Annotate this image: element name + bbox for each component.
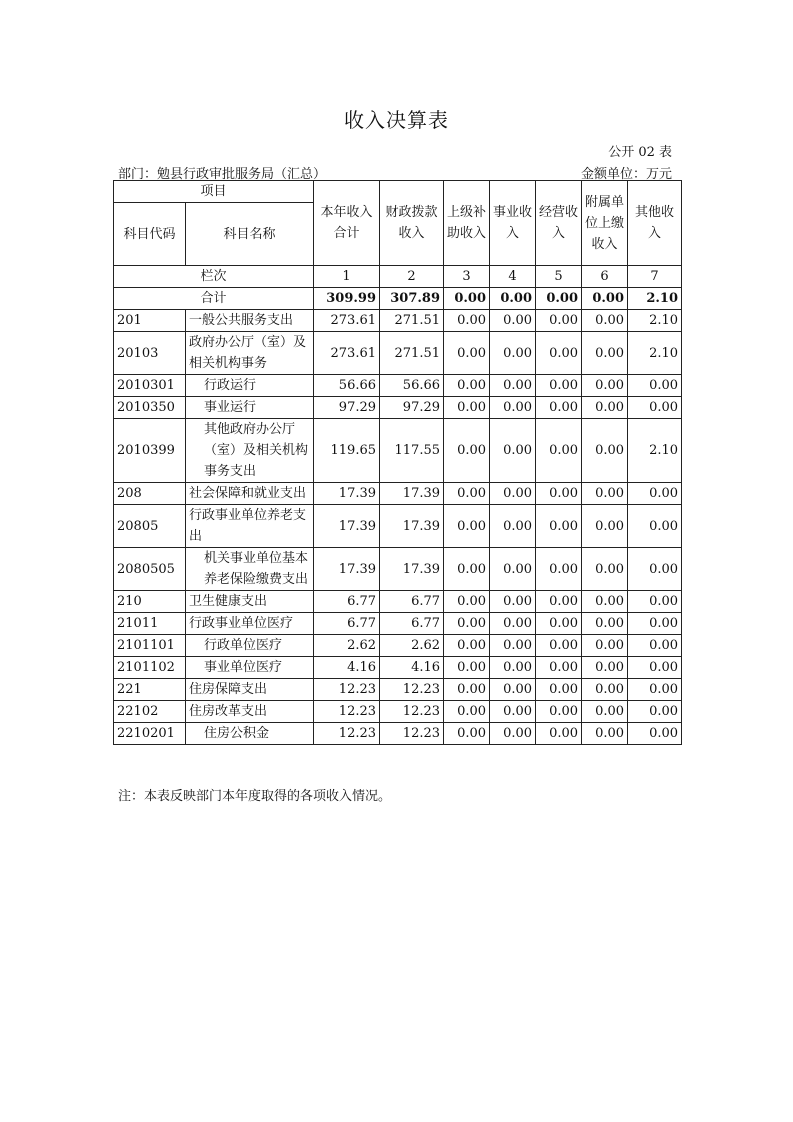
amount-cell: 6.77 (380, 591, 444, 613)
header-col-1: 本年收入合计 (314, 181, 380, 266)
amount-cell: 0.00 (490, 701, 536, 723)
department-label: 部门：勉县行政审批服务局（汇总） (118, 167, 327, 182)
subject-name: 住房公积金 (186, 723, 314, 745)
amount-cell: 0.00 (536, 679, 582, 701)
amount-cell: 0.00 (536, 591, 582, 613)
amount-cell: 0.00 (536, 505, 582, 548)
header-name: 科目名称 (186, 203, 314, 266)
amount-cell: 2.62 (380, 635, 444, 657)
amount-cell: 0.00 (444, 332, 490, 375)
subject-name: 行政事业单位医疗 (186, 613, 314, 635)
subject-code: 2010301 (114, 375, 186, 397)
col-number: 5 (536, 266, 582, 288)
form-number: 公开 02 表 (608, 145, 672, 160)
amount-cell: 56.66 (380, 375, 444, 397)
table-row (114, 397, 682, 419)
table-row (114, 310, 682, 332)
table-row (114, 419, 682, 483)
amount-cell: 0.00 (628, 548, 682, 591)
amount-cell: 0.00 (444, 723, 490, 745)
amount-cell: 0.00 (444, 548, 490, 591)
col-number: 1 (314, 266, 380, 288)
header-col-3: 上级补助收入 (444, 181, 490, 266)
total-value: 309.99 (314, 288, 380, 310)
subject-code: 221 (114, 679, 186, 701)
page-title: 收入决算表 (344, 108, 449, 132)
amount-cell: 0.00 (582, 723, 628, 745)
header-col-4: 事业收入 (490, 181, 536, 266)
subject-name: 机关事业单位基本养老保险缴费支出 (186, 548, 314, 591)
unit-label: 金额单位：万元 (580, 167, 672, 182)
amount-cell: 0.00 (536, 548, 582, 591)
total-value: 0.00 (536, 288, 582, 310)
total-value: 0.00 (490, 288, 536, 310)
subject-name: 卫生健康支出 (186, 591, 314, 613)
amount-cell: 17.39 (314, 505, 380, 548)
header-code: 科目代码 (114, 203, 186, 266)
amount-cell: 0.00 (536, 419, 582, 483)
amount-cell: 0.00 (628, 375, 682, 397)
amount-cell: 0.00 (444, 397, 490, 419)
subject-name: 事业单位医疗 (186, 657, 314, 679)
table-row (114, 591, 682, 613)
table-row (114, 375, 682, 397)
amount-cell: 0.00 (444, 483, 490, 505)
amount-cell: 0.00 (582, 591, 628, 613)
amount-cell: 0.00 (536, 723, 582, 745)
amount-cell: 0.00 (444, 635, 490, 657)
col-number: 6 (582, 266, 628, 288)
amount-cell: 0.00 (582, 701, 628, 723)
total-value: 307.89 (380, 288, 444, 310)
total-value: 0.00 (444, 288, 490, 310)
subject-code: 2101101 (114, 635, 186, 657)
amount-cell: 0.00 (582, 483, 628, 505)
subject-code: 2101102 (114, 657, 186, 679)
subject-name: 社会保障和就业支出 (186, 483, 314, 505)
subject-code: 210 (114, 591, 186, 613)
subject-code: 21011 (114, 613, 186, 635)
amount-cell: 0.00 (628, 701, 682, 723)
amount-cell: 0.00 (444, 657, 490, 679)
amount-cell: 273.61 (314, 332, 380, 375)
header-col-5: 经营收入 (536, 181, 582, 266)
amount-cell: 0.00 (536, 375, 582, 397)
amount-cell: 0.00 (490, 635, 536, 657)
header-col-7: 其他收入 (628, 181, 682, 266)
amount-cell: 0.00 (628, 505, 682, 548)
amount-cell: 0.00 (490, 397, 536, 419)
amount-cell: 0.00 (628, 483, 682, 505)
table-row (114, 679, 682, 701)
table-row (114, 548, 682, 591)
amount-cell: 17.39 (314, 548, 380, 591)
amount-cell: 0.00 (536, 701, 582, 723)
subject-name: 行政运行 (186, 375, 314, 397)
amount-cell: 4.16 (380, 657, 444, 679)
subject-name: 政府办公厅（室）及相关机构事务 (186, 332, 314, 375)
subject-code: 20103 (114, 332, 186, 375)
amount-cell: 97.29 (380, 397, 444, 419)
subject-code: 208 (114, 483, 186, 505)
amount-cell: 0.00 (582, 635, 628, 657)
table-row (114, 505, 682, 548)
amount-cell: 0.00 (582, 310, 628, 332)
amount-cell: 0.00 (490, 483, 536, 505)
amount-cell: 0.00 (490, 679, 536, 701)
amount-cell: 117.55 (380, 419, 444, 483)
amount-cell: 17.39 (314, 483, 380, 505)
amount-cell: 17.39 (380, 548, 444, 591)
table-row (114, 483, 682, 505)
amount-cell: 0.00 (490, 657, 536, 679)
header-col-2: 财政拨款收入 (380, 181, 444, 266)
amount-cell: 0.00 (536, 613, 582, 635)
subject-name: 住房改革支出 (186, 701, 314, 723)
amount-cell: 0.00 (582, 548, 628, 591)
subject-code: 201 (114, 310, 186, 332)
subject-name: 住房保障支出 (186, 679, 314, 701)
amount-cell: 0.00 (536, 332, 582, 375)
subject-code: 2080505 (114, 548, 186, 591)
table-row (114, 613, 682, 635)
amount-cell: 0.00 (444, 679, 490, 701)
amount-cell: 0.00 (536, 483, 582, 505)
table-note: 注：本表反映部门本年度取得的各项收入情况。 (118, 789, 392, 804)
amount-cell: 0.00 (490, 419, 536, 483)
table-row (114, 701, 682, 723)
amount-cell: 12.23 (314, 679, 380, 701)
subject-code: 2010350 (114, 397, 186, 419)
subject-name: 行政事业单位养老支出 (186, 505, 314, 548)
amount-cell: 0.00 (490, 548, 536, 591)
amount-cell: 0.00 (582, 332, 628, 375)
amount-cell: 271.51 (380, 332, 444, 375)
amount-cell: 0.00 (444, 701, 490, 723)
table-row (114, 332, 682, 375)
amount-cell: 6.77 (314, 591, 380, 613)
amount-cell: 0.00 (628, 635, 682, 657)
amount-cell: 0.00 (490, 332, 536, 375)
amount-cell: 0.00 (490, 613, 536, 635)
amount-cell: 0.00 (490, 591, 536, 613)
amount-cell: 0.00 (444, 375, 490, 397)
amount-cell: 0.00 (582, 397, 628, 419)
amount-cell: 12.23 (380, 723, 444, 745)
amount-cell: 0.00 (582, 679, 628, 701)
amount-cell: 12.23 (314, 723, 380, 745)
amount-cell: 6.77 (314, 613, 380, 635)
header-item: 项目 (114, 181, 314, 203)
total-value: 0.00 (582, 288, 628, 310)
header-col-6: 附属单位上缴收入 (582, 181, 628, 266)
amount-cell: 0.00 (628, 591, 682, 613)
amount-cell: 0.00 (628, 657, 682, 679)
col-number: 4 (490, 266, 536, 288)
amount-cell: 12.23 (380, 701, 444, 723)
subject-name: 行政单位医疗 (186, 635, 314, 657)
amount-cell: 0.00 (444, 419, 490, 483)
col-number-label: 栏次 (114, 266, 314, 288)
table-row (114, 635, 682, 657)
amount-cell: 0.00 (536, 310, 582, 332)
total-value: 2.10 (628, 288, 682, 310)
amount-cell: 56.66 (314, 375, 380, 397)
amount-cell: 0.00 (582, 375, 628, 397)
amount-cell: 0.00 (628, 723, 682, 745)
amount-cell: 2.10 (628, 332, 682, 375)
amount-cell: 0.00 (444, 613, 490, 635)
subject-code: 22102 (114, 701, 186, 723)
amount-cell: 6.77 (380, 613, 444, 635)
amount-cell: 4.16 (314, 657, 380, 679)
col-number: 7 (628, 266, 682, 288)
subject-name: 一般公共服务支出 (186, 310, 314, 332)
amount-cell: 0.00 (628, 397, 682, 419)
amount-cell: 0.00 (628, 613, 682, 635)
amount-cell: 0.00 (582, 419, 628, 483)
subject-name: 事业运行 (186, 397, 314, 419)
col-number: 3 (444, 266, 490, 288)
amount-cell: 0.00 (582, 505, 628, 548)
revenue-table (113, 180, 682, 745)
amount-cell: 0.00 (582, 613, 628, 635)
amount-cell: 0.00 (490, 723, 536, 745)
amount-cell: 0.00 (444, 310, 490, 332)
amount-cell: 97.29 (314, 397, 380, 419)
amount-cell: 17.39 (380, 483, 444, 505)
subject-code: 2210201 (114, 723, 186, 745)
amount-cell: 0.00 (536, 635, 582, 657)
amount-cell: 0.00 (536, 657, 582, 679)
amount-cell: 0.00 (490, 505, 536, 548)
amount-cell: 271.51 (380, 310, 444, 332)
col-number: 2 (380, 266, 444, 288)
total-label: 合计 (114, 288, 314, 310)
amount-cell: 119.65 (314, 419, 380, 483)
amount-cell: 273.61 (314, 310, 380, 332)
subject-code: 20805 (114, 505, 186, 548)
amount-cell: 0.00 (444, 505, 490, 548)
amount-cell: 0.00 (490, 310, 536, 332)
subject-code: 2010399 (114, 419, 186, 483)
table-row (114, 657, 682, 679)
amount-cell: 2.10 (628, 310, 682, 332)
amount-cell: 2.62 (314, 635, 380, 657)
total-row (114, 288, 682, 310)
amount-cell: 0.00 (582, 657, 628, 679)
amount-cell: 0.00 (536, 397, 582, 419)
subject-name: 其他政府办公厅（室）及相关机构事务支出 (186, 419, 314, 483)
amount-cell: 12.23 (314, 701, 380, 723)
amount-cell: 12.23 (380, 679, 444, 701)
amount-cell: 0.00 (628, 679, 682, 701)
amount-cell: 0.00 (444, 591, 490, 613)
table-row (114, 723, 682, 745)
amount-cell: 0.00 (490, 375, 536, 397)
amount-cell: 2.10 (628, 419, 682, 483)
amount-cell: 17.39 (380, 505, 444, 548)
